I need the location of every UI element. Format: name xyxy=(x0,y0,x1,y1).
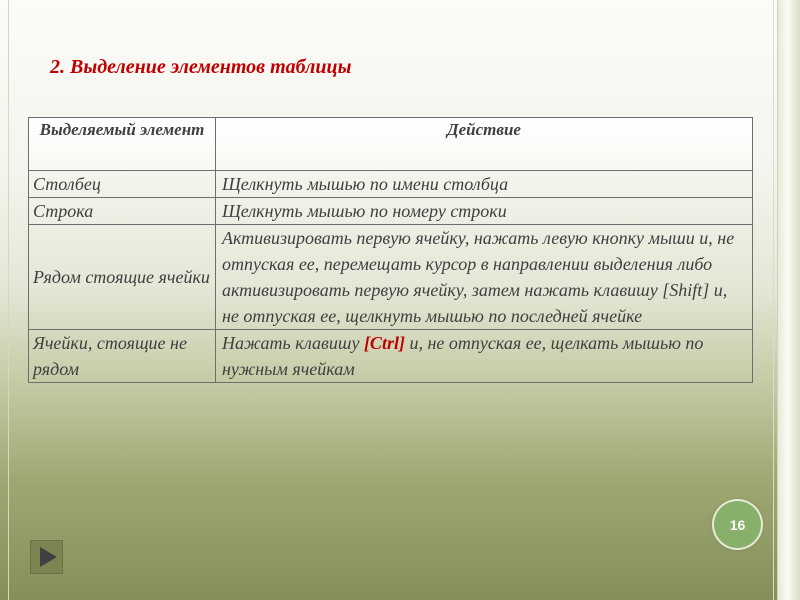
cell-element: Ячейки, стоящие не рядом xyxy=(29,330,216,383)
table-header-row xyxy=(29,118,753,171)
slide-frame-right xyxy=(777,0,800,600)
ctrl-key-label: [Ctrl] xyxy=(363,333,405,353)
table-row xyxy=(29,171,753,198)
cell-action: Щелкнуть мышью по номеру строки xyxy=(216,198,753,225)
cell-action: Активизировать первую ячейку, нажать левую кнопку мыши и, не отпуская ее, перемещать курсор в направлении выделения либо активизировать первую ячейку, затем нажать клавишу [Shift] и, не отпуская ее, щелкнуть мышью по последней ячейке xyxy=(216,225,753,330)
page-number-badge: 16 xyxy=(714,501,761,548)
header-element: Выделяемый элемент xyxy=(29,118,216,171)
table-row xyxy=(29,198,753,225)
header-action: Действие xyxy=(216,118,753,171)
next-slide-button[interactable] xyxy=(30,540,63,574)
cell-action: Щелкнуть мышью по имени столбца xyxy=(216,171,753,198)
cell-element: Столбец xyxy=(29,171,216,198)
table-row xyxy=(29,225,753,330)
cell-element: Рядом стоящие ячейки xyxy=(29,225,216,330)
frame-right-line xyxy=(773,0,774,600)
cell-action xyxy=(216,330,753,383)
frame-left-line xyxy=(8,0,9,600)
cell-element: Строка xyxy=(29,198,216,225)
table-row xyxy=(29,330,753,383)
action-text-before: Нажать клавишу xyxy=(222,333,364,353)
action-text-after: и, не отпуская ее, щелкать мышью по нужным ячейкам xyxy=(222,333,704,379)
selection-table xyxy=(28,117,753,383)
play-triangle-icon xyxy=(40,547,57,567)
slide-title: 2. Выделение элементов таблицы xyxy=(50,56,352,78)
